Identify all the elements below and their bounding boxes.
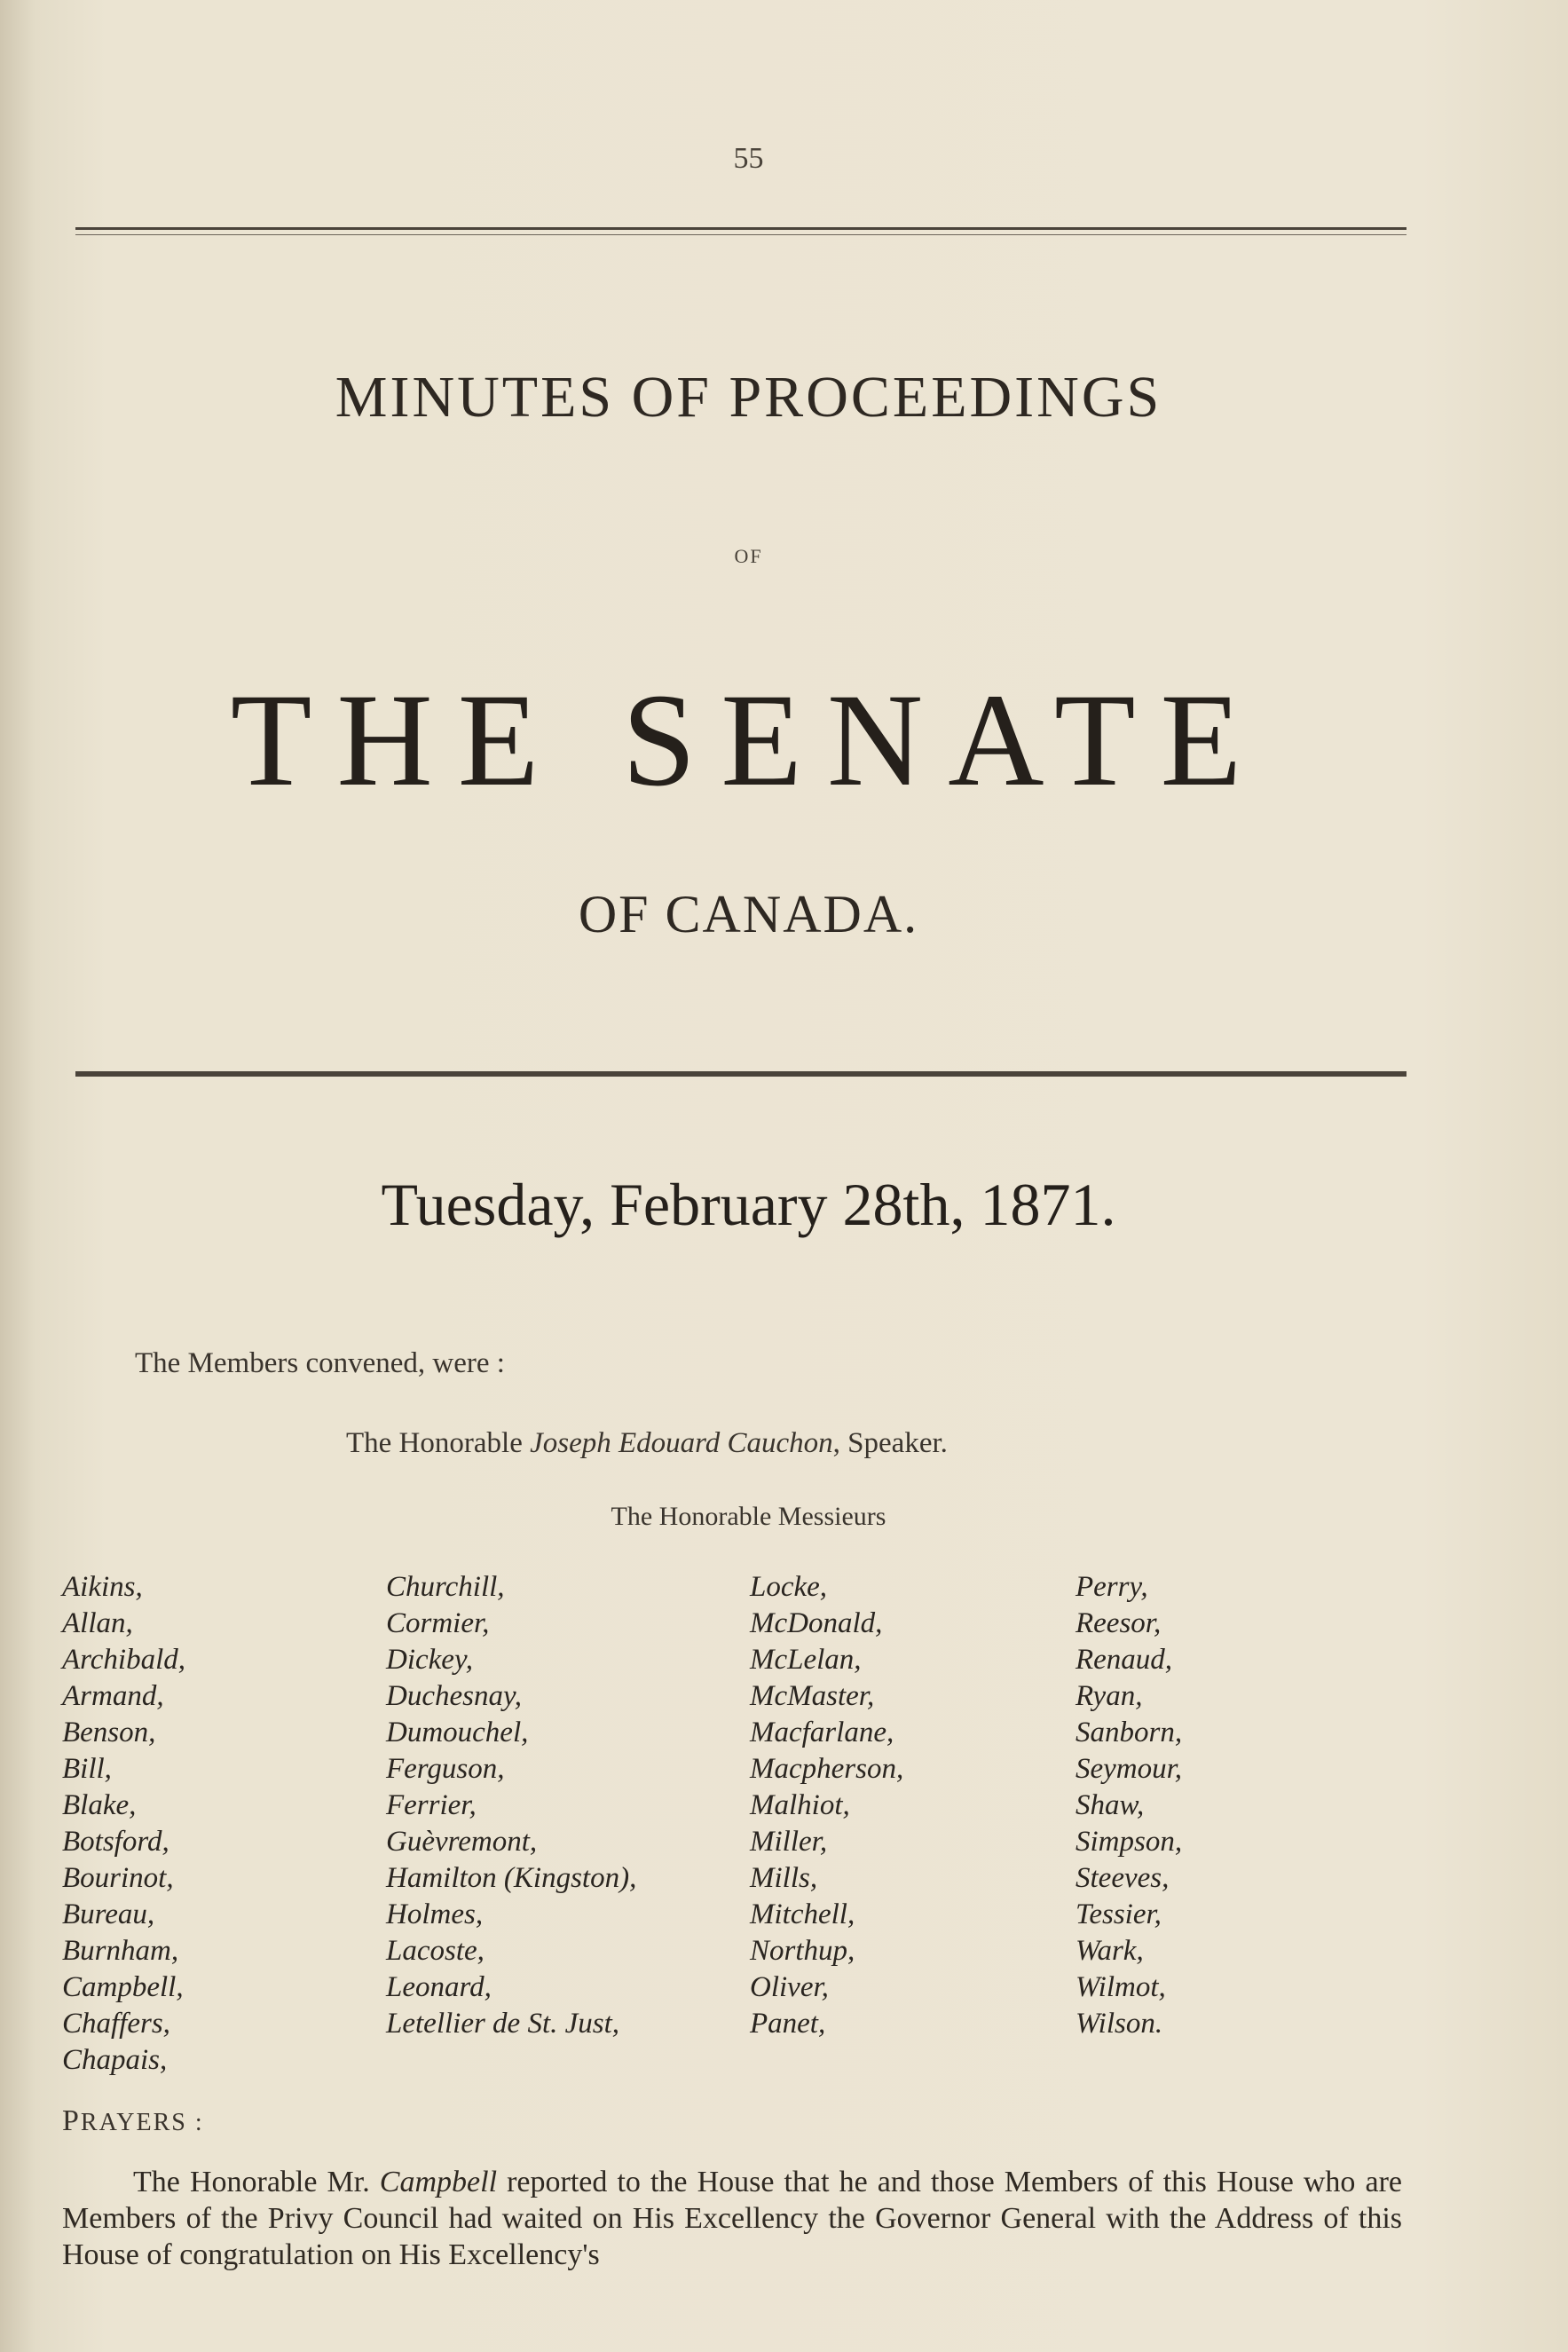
member-name: Campbell,: [62, 1971, 184, 2003]
member-name: Churchill,: [386, 1571, 505, 1603]
heading-the-senate: THE SENATE: [230, 667, 1267, 814]
member-name: Burnham,: [62, 1935, 179, 1967]
member-name: Bill,: [62, 1753, 112, 1785]
member-name: Steeves,: [1076, 1862, 1170, 1894]
member-name: Simpson,: [1076, 1826, 1183, 1858]
paragraph-start: The Honorable Mr.: [133, 2166, 380, 2198]
speaker-name: Joseph Edouard Cauchon: [530, 1427, 833, 1459]
member-name: Panet,: [750, 2008, 826, 2040]
member-name: Tessier,: [1076, 1898, 1162, 1930]
member-name: Letellier de St. Just,: [386, 2008, 620, 2040]
prayers-initial: P: [62, 2104, 81, 2137]
member-name: Perry,: [1076, 1571, 1148, 1603]
prayers-rest: RAYERS :: [80, 2109, 204, 2136]
top-rule: [75, 227, 1406, 230]
member-name: Leonard,: [386, 1971, 492, 2003]
member-name: Bourinot,: [62, 1862, 174, 1894]
prayers-heading: [62, 2104, 204, 2138]
member-name: Macfarlane,: [750, 1717, 894, 1748]
member-name: Seymour,: [1076, 1753, 1183, 1785]
heading-of-canada: OF CANADA.: [578, 885, 919, 943]
member-name: Wilson.: [1076, 2008, 1163, 2040]
top-rule-secondary: [75, 234, 1406, 235]
speaker-suffix: , Speaker.: [832, 1427, 948, 1459]
members-convened-text: The Members convened, were :: [135, 1347, 505, 1379]
member-name: Guèvremont,: [386, 1826, 538, 1858]
speaker-prefix: The Honorable: [346, 1427, 523, 1459]
member-name: McDonald,: [750, 1607, 883, 1639]
members-column-1: [62, 1569, 185, 2079]
members-column-4: [1076, 1569, 1182, 2042]
members-column-2: [386, 1569, 636, 2042]
member-name: Botsford,: [62, 1826, 169, 1858]
member-name: Benson,: [62, 1717, 156, 1748]
member-name: Malhiot,: [750, 1789, 850, 1821]
member-name: McLelan,: [750, 1644, 862, 1676]
member-name: Allan,: [62, 1607, 133, 1639]
member-name: Dumouchel,: [386, 1717, 529, 1748]
member-name: Mitchell,: [750, 1898, 855, 1930]
member-name: Reesor,: [1076, 1607, 1162, 1639]
member-name: Miller,: [750, 1826, 828, 1858]
heading-bottom-rule: [75, 1071, 1406, 1077]
body-paragraph: [62, 2164, 1402, 2273]
member-name: Ryan,: [1076, 1680, 1143, 1712]
member-name: McMaster,: [750, 1680, 875, 1712]
member-name: Locke,: [750, 1571, 828, 1603]
heading-minutes-of-proceedings: MINUTES OF PROCEEDINGS: [335, 365, 1162, 430]
paragraph-rest: reported to the House that he and those Members of this House who are Members of the Privy Council had waited on His Excellency the Governor General with the Address of this House of congratulation on His Excellency's: [62, 2166, 1403, 2271]
member-name: Blake,: [62, 1789, 137, 1821]
member-name: Ferrier,: [386, 1789, 477, 1821]
member-name: Aikins,: [62, 1571, 143, 1603]
member-name: Macpherson,: [750, 1753, 904, 1785]
member-name: Chapais,: [62, 2044, 168, 2076]
speaker-line: [346, 1427, 948, 1460]
member-name: Ferguson,: [386, 1753, 505, 1785]
session-date: Tuesday, February 28th, 1871.: [381, 1171, 1116, 1238]
heading-of: OF: [734, 545, 763, 567]
paragraph-name: Campbell: [379, 2166, 498, 2198]
member-name: Dickey,: [386, 1644, 474, 1676]
page-number: 55: [733, 142, 764, 175]
members-column-3: [750, 1569, 903, 2042]
member-name: Lacoste,: [386, 1935, 485, 1967]
member-name: Oliver,: [750, 1971, 829, 2003]
member-name: Holmes,: [386, 1898, 484, 1930]
member-name: Duchesnay,: [386, 1680, 523, 1712]
member-name: Wilmot,: [1076, 1971, 1166, 2003]
member-name: Mills,: [750, 1862, 818, 1894]
member-name: Northup,: [750, 1935, 855, 1967]
member-name: Armand,: [62, 1680, 164, 1712]
member-name: Shaw,: [1076, 1789, 1145, 1821]
member-name: Wark,: [1076, 1935, 1144, 1967]
honorable-messieurs-heading: The Honorable Messieurs: [611, 1502, 886, 1531]
member-name: Cormier,: [386, 1607, 490, 1639]
member-name: Archibald,: [62, 1644, 186, 1676]
member-name: Chaffers,: [62, 2008, 170, 2040]
member-name: Hamilton (Kingston),: [386, 1862, 637, 1894]
member-name: Bureau,: [62, 1898, 155, 1930]
member-name: Renaud,: [1076, 1644, 1173, 1676]
member-name: Sanborn,: [1076, 1717, 1183, 1748]
